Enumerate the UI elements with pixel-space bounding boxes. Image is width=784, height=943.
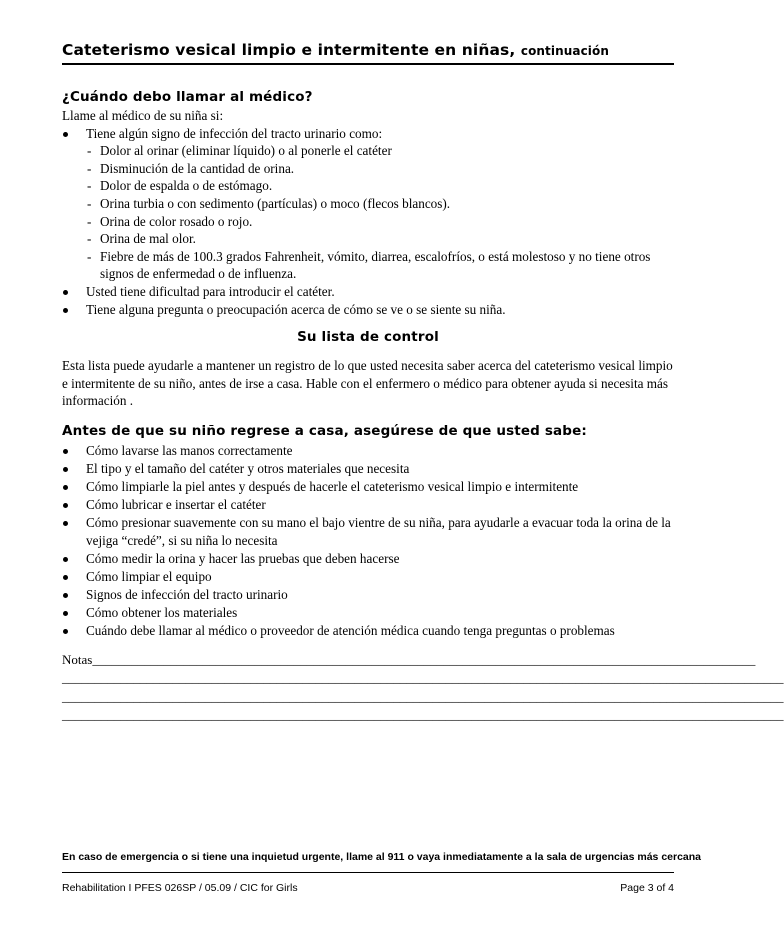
list-item [86,213,674,231]
footer-rule [62,872,674,873]
list-item-text: Signos de infección del tracto urinario [86,586,288,602]
bullet-icon [63,467,68,472]
list-item-text: Cómo limpiarle la piel antes y después de hacerle el cateterismo vesical limpio e intermitente [86,478,579,494]
list-item [86,142,674,160]
list-item [62,301,674,319]
list-item-text: Orina de color rosado o rojo. [100,213,253,229]
bullet-icon [63,575,68,580]
bullet-icon [63,308,68,313]
checklist-list [62,442,674,640]
list-item [86,248,674,283]
list-item [62,496,674,514]
list-item [62,568,674,586]
list-item-text: El tipo y el tamaño del catéter y otros materiales que necesita [86,460,410,476]
list-item [62,604,674,622]
bullet-icon [63,521,68,526]
list-item-text: Cómo lubricar e insertar el catéter [86,496,266,512]
list-item-text: Orina de mal olor. [100,231,196,247]
notes-underline: ______________________________________________________________________________________________________ [92,651,756,667]
page-content [62,88,784,725]
list-item-text: Usted tiene dificultad para introducir el catéter. [86,283,335,299]
notes-line[interactable]: _______________________________________________________________________________________________________________ [62,707,784,723]
footer-page-number: Page 3 of 4 [620,882,674,894]
infection-signs-list [86,142,674,283]
list-item-text: Cómo limpiar el equipo [86,568,212,584]
dash-icon: - [87,160,92,176]
list-item-text: Cuándo debe llamar al médico o proveedor de atención médica cuando tenga preguntas o problemas [86,622,615,638]
bullet-icon [63,290,68,295]
list-item [62,514,674,550]
before-home-heading: Antes de que su niño regrese a casa, asegúrese de que usted sabe: [62,422,587,439]
list-item-text: Cómo presionar suavemente con su mano el bajo vientre de su niña, para ayudarle a evacuar toda la orina de la vejiga “credé”, si su niña lo necesita [86,514,671,548]
when-to-call-intro: Llame al médico de su niña si: [62,108,224,123]
list-item-text: Cómo obtener los materiales [86,604,238,620]
list-item-text: Dolor de espalda o de estómago. [100,178,273,194]
list-item [62,586,674,604]
footer-document-id: Rehabilitation I PFES 026SP / 05.09 / CIC for Girls [62,882,298,894]
dash-icon: - [87,248,92,264]
list-item [62,550,674,568]
list-item [62,478,674,496]
emergency-notice: En caso de emergencia o si tiene una inquietud urgente, llame al 911 o vaya inmediatamente a la sala de urgencias más cercana [62,851,702,863]
when-to-call-list [62,125,674,319]
notes-section[interactable] [62,651,784,725]
list-item [86,195,674,213]
list-item [86,160,674,178]
list-item-text: Orina turbia o con sedimento (partículas) o moco (flecos blancos). [100,195,451,211]
bullet-icon [63,503,68,508]
notes-label: Notas [62,651,93,667]
list-item-text: Tiene alguna pregunta o preocupación acerca de cómo se ve o se siente su niña. [86,301,506,317]
list-item [86,230,674,248]
list-item-text: Dolor al orinar (eliminar líquido) o al ponerle el catéter [100,143,392,159]
notes-line[interactable]: _______________________________________________________________________________________________________________ [62,688,784,704]
list-item-text: Fiebre de más de 100.3 grados Fahrenheit, vómito, diarrea, escalofríos, o está molestoso y no tiene otros signos de enfermedad o de influenza. [100,248,651,282]
list-item-text: Disminución de la cantidad de orina. [100,160,295,176]
dash-icon: - [87,195,92,211]
list-item [62,460,674,478]
checklist-heading: Su lista de control [297,329,439,346]
dash-icon: - [87,213,92,229]
bullet-icon [63,611,68,616]
notes-line[interactable] [62,651,756,670]
bullet-icon [63,629,68,634]
bullet-icon [63,557,68,562]
list-item-text: Cómo medir la orina y hacer las pruebas que deben hacerse [86,550,400,566]
list-item [86,177,674,195]
bullet-icon [63,449,68,454]
list-item [62,283,674,301]
dash-icon: - [87,143,92,159]
header-rule [62,63,674,65]
bullet-icon [63,593,68,598]
list-item [62,622,674,640]
dash-icon: - [87,231,92,247]
checklist-intro: Esta lista puede ayudarle a mantener un registro de lo que usted necesita saber acerca del cateterismo vesical limpio e intermitente de su niño, antes de irse a casa. Hable con el enfermero o médico para obtener ayuda si necesita más información . [62,358,673,409]
list-item-text: Tiene algún signo de infección del tracto urinario como: [86,125,383,141]
bullet-icon [63,132,68,137]
list-item [62,125,674,283]
list-item [62,442,674,460]
page-header-title [62,41,674,59]
header-continuation: continuación [520,44,610,58]
bullet-icon [63,485,68,490]
notes-line[interactable]: _______________________________________________________________________________________________________________ [62,670,784,686]
list-item-text: Cómo lavarse las manos correctamente [86,442,293,458]
when-to-call-heading: ¿Cuándo debo llamar al médico? [62,89,313,105]
dash-icon: - [87,178,92,194]
header-title-text: Cateterismo vesical limpio e intermitente en niñas, [62,41,516,59]
